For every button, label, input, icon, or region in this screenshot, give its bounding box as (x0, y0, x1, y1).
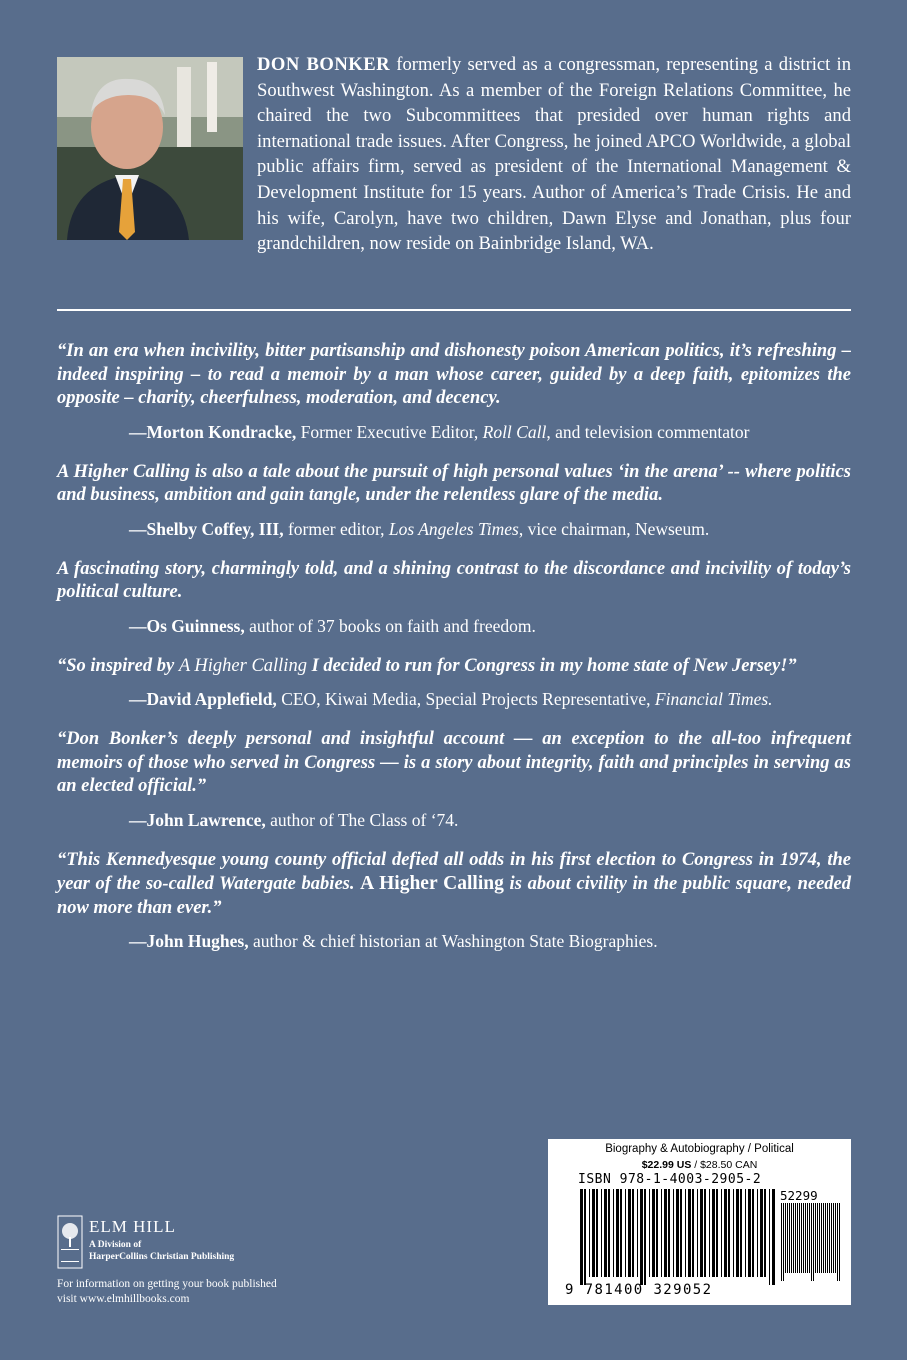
endorser-title: author & chief historian at Washington State Biographies. (248, 931, 658, 951)
barcode-bar (736, 1189, 739, 1277)
barcode-bar (592, 1189, 595, 1277)
barcode-bar (803, 1203, 804, 1273)
barcode-bar (685, 1189, 686, 1277)
price-addon-number: 52299 (780, 1188, 818, 1203)
barcode-bar (673, 1189, 674, 1277)
endorsement-text (57, 655, 851, 679)
barcode-bar (811, 1203, 812, 1281)
publisher-website: visit www.elmhillbooks.com (57, 1293, 190, 1305)
divider (57, 309, 851, 311)
barcode-bar (680, 1189, 682, 1277)
endorsement-attribution (129, 615, 851, 637)
author-bio-text: formerly served as a congressman, representing a district in Southwest Washington. As a member of the Foreign Relations Committee, he chaired the two Subcommittees that presided over human rights and international trade issues. After Congress, he joined APCO Worldwide, a global public affairs firm, served as president of the International Management & Development Institute for 15 years. Author of America’s Trade Crisis. He and his wife, Carolyn, have two children, Dawn Elyse and Jonathan, plus four grandchildren, now reside on Bainbridge Island, WA. (257, 54, 851, 255)
barcode-bar (764, 1189, 766, 1277)
barcode-bar (613, 1189, 614, 1277)
barcode-bar (769, 1189, 770, 1285)
barcode-bar (584, 1189, 586, 1285)
endorsement-text-part: I decided to run for Congress in my home state of New Jersey!” (306, 655, 797, 676)
book-title-mention: A Higher Calling (360, 873, 504, 894)
barcode-bar (733, 1189, 734, 1277)
endorsement-2 (57, 461, 851, 540)
barcode-bar (616, 1189, 619, 1277)
endorsement-4 (57, 655, 851, 711)
barcode-bar (637, 1189, 638, 1277)
publisher-info (57, 1277, 337, 1307)
barcode-bar (817, 1203, 818, 1273)
barcode-bar (649, 1189, 650, 1277)
price-addon-barcode (781, 1203, 843, 1281)
barcode-bar (620, 1189, 622, 1277)
endorsement-6 (57, 849, 851, 953)
isbn-barcode (580, 1189, 776, 1285)
endorser-name: —Shelby Coffey, III, (129, 518, 284, 539)
author-name: DON BONKER (257, 54, 391, 75)
price-us: $22.99 US (641, 1159, 692, 1171)
barcode-bar (676, 1189, 679, 1277)
price-can: / $28.50 CAN (691, 1159, 758, 1171)
endorser-publication: Los Angeles Times (388, 518, 519, 539)
barcode-bar (757, 1189, 758, 1277)
barcode-bar (625, 1189, 626, 1277)
barcode-bar (728, 1189, 730, 1277)
barcode-bar (724, 1189, 727, 1277)
barcode-bar (580, 1189, 583, 1285)
barcode-bar (628, 1189, 631, 1277)
publisher-name: ELM HILL (89, 1217, 176, 1236)
endorsement-attribution (129, 421, 851, 443)
barcode-bar (740, 1189, 742, 1277)
endorsement-text (57, 849, 851, 921)
endorsement-5 (57, 728, 851, 831)
endorsements (57, 340, 851, 970)
barcode-box (548, 1139, 851, 1305)
barcode-bar (839, 1203, 840, 1281)
endorser-name: —Morton Kondracke, (129, 421, 297, 442)
barcode-bar (819, 1203, 820, 1273)
barcode-bar (601, 1189, 602, 1277)
barcode-bar (596, 1189, 598, 1277)
endorsement-attribution (129, 518, 851, 540)
isbn-text: ISBN 978-1-4003-2905-2 (578, 1172, 762, 1187)
barcode-bar (809, 1203, 810, 1273)
endorser-name: —John Lawrence, (129, 809, 266, 830)
barcode-bar (656, 1189, 658, 1277)
publisher-info-line: For information on getting your book published (57, 1278, 277, 1290)
barcode-bar (721, 1189, 722, 1277)
price-line (548, 1159, 851, 1171)
endorser-name: —Os Guinness, (129, 615, 245, 636)
barcode-bar (827, 1203, 828, 1273)
barcode-bar (712, 1189, 715, 1277)
barcode-bar (821, 1203, 822, 1273)
barcode-bar (760, 1189, 763, 1277)
endorser-title-rest: , and television commentator (546, 421, 750, 442)
barcode-bar (608, 1189, 610, 1277)
publisher-division (89, 1239, 329, 1263)
endorser-title-rest: , vice chairman, Newseum. (518, 518, 710, 539)
barcode-bar (589, 1189, 590, 1277)
endorsement-3 (57, 558, 851, 637)
barcode-bar (668, 1189, 670, 1277)
barcode-bar (829, 1203, 830, 1273)
barcode-bar (748, 1189, 751, 1277)
barcode-bar (640, 1189, 643, 1285)
book-title-mention: A Higher Calling (178, 655, 307, 676)
endorsement-text-part: is about civility in the public square, needed now more than ever.” (57, 874, 851, 918)
barcode-bar (805, 1203, 806, 1273)
barcode-bar (697, 1189, 698, 1277)
barcode-bar (813, 1203, 814, 1281)
barcode-bar (785, 1203, 786, 1273)
barcode-bar (692, 1189, 694, 1277)
author-bio (57, 52, 851, 257)
barcode-bar (709, 1189, 710, 1277)
barcode-bar (787, 1203, 788, 1273)
endorsement-attribution (129, 688, 851, 710)
barcode-bar (652, 1189, 655, 1277)
barcode-bar (795, 1203, 796, 1273)
barcode-bar (807, 1203, 808, 1273)
barcode-bar (604, 1189, 607, 1277)
barcode-bar (791, 1203, 792, 1273)
endorsement-attribution (129, 930, 851, 952)
endorsement-text-part: “This Kennedyesque young county official defied all odds in his first election to Congress in 1974, the year of the so-called Watergate babies. (57, 849, 851, 894)
barcode-bar (716, 1189, 718, 1277)
barcode-bar (797, 1203, 798, 1273)
barcode-bar (632, 1189, 634, 1277)
barcode-digits: 9 781400 329052 (565, 1282, 713, 1298)
barcode-bar (833, 1203, 834, 1273)
barcode-bar (752, 1189, 754, 1277)
barcode-bar (835, 1203, 836, 1273)
barcode-bar (825, 1203, 826, 1273)
barcode-bar (789, 1203, 790, 1273)
barcode-bar (704, 1189, 706, 1277)
barcode-bar (644, 1189, 646, 1285)
barcode-bar (801, 1203, 802, 1273)
barcode-bar (745, 1189, 746, 1277)
endorser-publication: Financial Times. (654, 689, 773, 709)
endorser-title: CEO, Kiwai Media, Special Projects Representative, (276, 689, 655, 709)
endorser-name: —John Hughes, (129, 931, 249, 951)
barcode-bar (831, 1203, 832, 1273)
endorser-title: author of The Class of ‘74. (265, 809, 459, 830)
barcode-bar (781, 1203, 782, 1281)
barcode-bar (837, 1203, 838, 1281)
barcode-bar (783, 1203, 784, 1281)
publisher-division-line: A Division of (89, 1240, 142, 1250)
barcode-bar (799, 1203, 800, 1273)
endorser-publication: Roll Call (482, 421, 547, 442)
barcode-bar (664, 1189, 667, 1277)
barcode-bar (661, 1189, 662, 1277)
barcode-bar (815, 1203, 816, 1273)
endorser-title: former editor, (283, 518, 389, 539)
barcode-bar (700, 1189, 703, 1277)
endorsement-text: A fascinating story, charmingly told, and a shining contrast to the discordance and incivility of today’s political culture. (57, 558, 851, 602)
publisher-parent: HarperCollins Christian Publishing (89, 1252, 235, 1262)
barcode-bar (772, 1189, 775, 1285)
bisac-category: Biography & Autobiography / Political (605, 1143, 794, 1155)
bio-photo-spacer (57, 52, 257, 257)
endorser-title: author of 37 books on faith and freedom. (244, 615, 536, 636)
barcode-bar (688, 1189, 691, 1277)
endorsement-text: “Don Bonker’s deeply personal and insightful account — an exception to the all-too infrequent memoirs of those who served in Congress — is a story about integrity, faith and principles in serving as an elected official.” (57, 729, 851, 796)
elm-hill-logo-icon (57, 1215, 83, 1269)
endorsement-text-part: “So inspired by (57, 655, 179, 676)
barcode-bar (793, 1203, 794, 1273)
endorsement-text: “In an era when incivility, bitter partisanship and dishonesty poison American politics, it’s refreshing – indeed inspiring – to read a memoir by a man whose career, guided by a deep faith, epitomizes the opposite – charity, cheerfulness, moderation, and decency. (57, 341, 851, 408)
endorser-title: Former Executive Editor, (296, 421, 483, 442)
endorsement-1 (57, 340, 851, 443)
endorsement-text: A Higher Calling is also a tale about the pursuit of high personal values ‘in the arena’ -- where politics and business, ambition and gain tangle, under the relentless glare of the media. (57, 461, 851, 505)
endorser-name: —David Applefield, (129, 689, 277, 709)
endorsement-attribution (129, 809, 851, 831)
barcode-bar (823, 1203, 824, 1273)
